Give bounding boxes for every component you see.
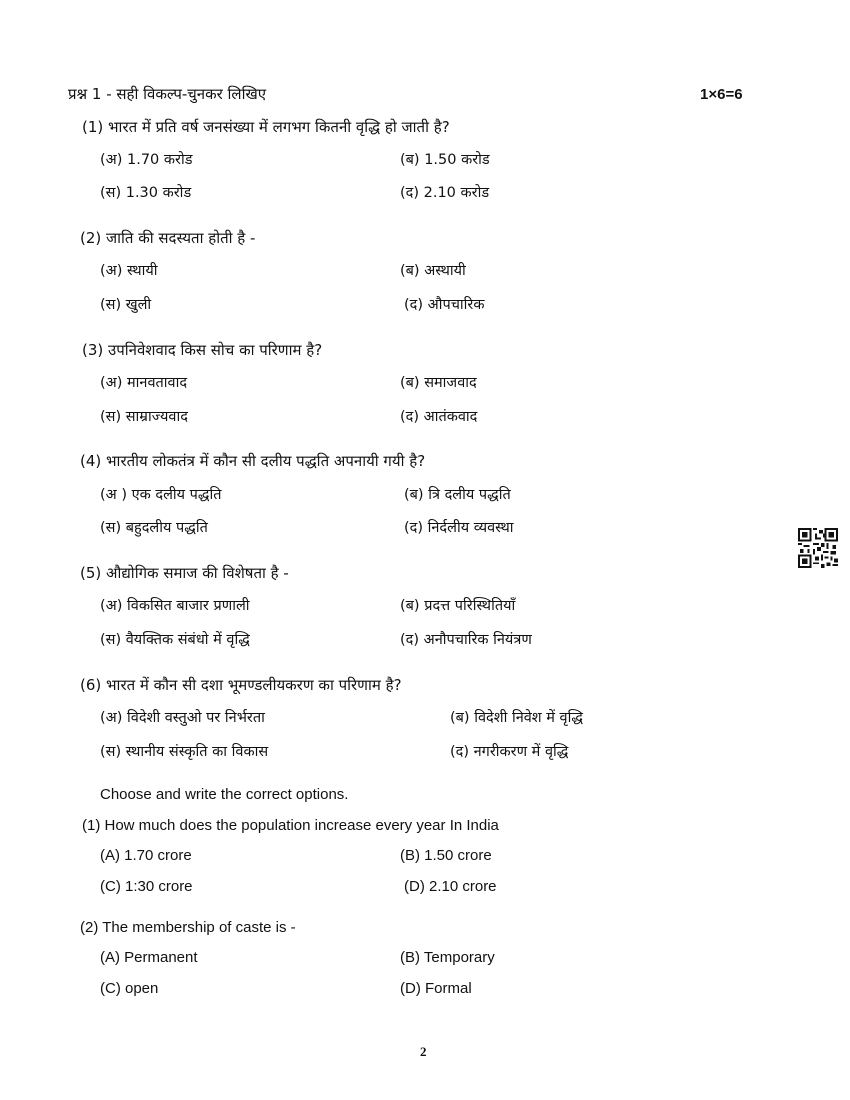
hindi-q4-option-a: (अ ) एक दलीय पद्धति bbox=[100, 487, 222, 503]
hindi-question-6: (6) भारत में कौन सी दशा भूमण्डलीयकरण का परिणाम है? bbox=[80, 676, 402, 694]
hindi-q1-option-d: (द) 2.10 करोड bbox=[400, 185, 490, 201]
hindi-question-5: (5) औद्योगिक समाज की विशेषता है - bbox=[80, 564, 289, 582]
hindi-question-3: (3) उपनिवेशवाद किस सोच का परिणाम है? bbox=[82, 341, 323, 359]
english-question-1: (1) How much does the population increase every year In India bbox=[82, 817, 499, 834]
hindi-q6-option-a: (अ) विदेशी वस्तुओ पर निर्भरता bbox=[100, 710, 265, 726]
english-q2-option-c: (C) open bbox=[100, 980, 159, 997]
hindi-q1-option-a: (अ) 1.70 करोड bbox=[100, 152, 193, 168]
english-q1-option-a: (A) 1.70 crore bbox=[100, 847, 192, 864]
hindi-q5-option-b: (ब) प्रदत्त परिस्थितियाँ bbox=[400, 598, 516, 614]
hindi-q3-option-d: (द) आतंकवाद bbox=[400, 409, 478, 425]
hindi-q2-option-c: (स) खुली bbox=[100, 297, 152, 313]
question-title: प्रश्न 1 - सही विकल्प-चुनकर लिखिए bbox=[68, 85, 267, 103]
hindi-q5-option-c: (स) वैयक्तिक संबंधो में वृद्धि bbox=[100, 632, 250, 648]
hindi-q5-option-d: (द) अनौपचारिक नियंत्रण bbox=[400, 632, 532, 648]
english-q2-option-b: (B) Temporary bbox=[400, 949, 495, 966]
english-q1-option-c: (C) 1:30 crore bbox=[100, 878, 193, 895]
english-q2-option-a: (A) Permanent bbox=[100, 949, 198, 966]
marks-label: 1×6=6 bbox=[700, 86, 743, 103]
hindi-q6-option-d: (द) नगरीकरण में वृद्धि bbox=[450, 744, 569, 760]
english-q2-option-d: (D) Formal bbox=[400, 980, 472, 997]
hindi-question-4: (4) भारतीय लोकतंत्र में कौन सी दलीय पद्धति अपनायी गयी है? bbox=[80, 452, 426, 470]
hindi-q1-option-b: (ब) 1.50 करोड bbox=[400, 152, 490, 168]
page-number: 2 bbox=[420, 1044, 427, 1059]
hindi-q2-option-b: (ब) अस्थायी bbox=[400, 263, 466, 279]
english-question-2: (2) The membership of caste is - bbox=[80, 919, 296, 936]
hindi-q5-option-a: (अ) विकसित बाजार प्रणाली bbox=[100, 598, 250, 614]
english-q1-option-b: (B) 1.50 crore bbox=[400, 847, 492, 864]
qr-code-icon bbox=[798, 528, 838, 568]
hindi-q4-option-c: (स) बहुदलीय पद्धति bbox=[100, 520, 208, 536]
hindi-question-1: (1) भारत में प्रति वर्ष जनसंख्या में लगभग कितनी वृद्धि हो जाती है? bbox=[82, 118, 450, 136]
hindi-q1-option-c: (स) 1.30 करोड bbox=[100, 185, 192, 201]
hindi-q4-option-d: (द) निर्दलीय व्यवस्था bbox=[404, 520, 514, 536]
hindi-q3-option-a: (अ) मानवतावाद bbox=[100, 375, 188, 391]
hindi-q2-option-a: (अ) स्थायी bbox=[100, 263, 158, 279]
english-instruction: Choose and write the correct options. bbox=[100, 786, 349, 803]
hindi-q2-option-d: (द) औपचारिक bbox=[404, 297, 485, 313]
hindi-q3-option-b: (ब) समाजवाद bbox=[400, 375, 477, 391]
hindi-question-2: (2) जाति की सदस्यता होती है - bbox=[80, 229, 256, 247]
hindi-q6-option-c: (स) स्थानीय संस्कृति का विकास bbox=[100, 744, 269, 760]
hindi-q3-option-c: (स) साम्राज्यवाद bbox=[100, 409, 188, 425]
hindi-q6-option-b: (ब) विदेशी निवेश में वृद्धि bbox=[450, 710, 583, 726]
english-q1-option-d: (D) 2.10 crore bbox=[404, 878, 497, 895]
hindi-q4-option-b: (ब) त्रि दलीय पद्धति bbox=[404, 487, 511, 503]
